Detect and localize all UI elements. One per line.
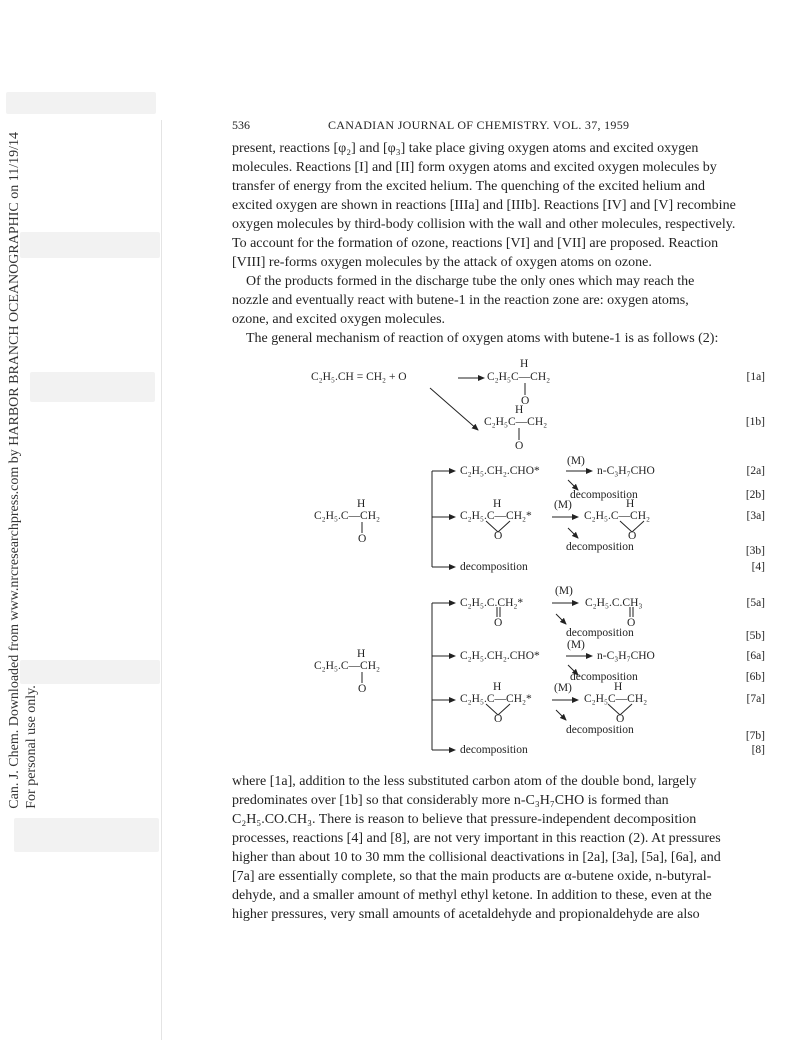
scheme-label: decomposition [460, 561, 528, 573]
scheme-label: O [616, 713, 625, 725]
text-line: molecules. Reactions [I] and [II] form oxygen atoms and excited oxygen molecules by [232, 160, 717, 175]
scheme-label: decomposition [566, 627, 634, 639]
page-number: 536 [232, 118, 250, 132]
text-line: higher than about 10 to 30 mm the collisional deactivations in [2a], [3a], [5a], [6a], and [232, 850, 721, 865]
product-3a: C₂H₅.C—CH₂ [584, 510, 651, 522]
product-3a-excited: C₂H₅.C—CH₂* [460, 510, 532, 522]
text-line: present, reactions [φ₂] and [φ₃] take place giving oxygen atoms and excited oxygen [232, 141, 699, 156]
text-line: [7a] are essentially complete, so that the main products are α-butene oxide, n-butyral- [232, 869, 712, 884]
scheme-label: decomposition [566, 724, 634, 736]
scheme-label: (M) [567, 639, 585, 651]
eq-ref-7a: [7a] [746, 693, 765, 705]
eq-ref-6b: [6b] [745, 671, 765, 683]
watermark-line-1: Can. J. Chem. Downloaded from www.nrcresearchpress.com by HARBOR BRANCH OCEANOGRAPHIC on 11/19/14 [7, 132, 22, 809]
scheme-label: O [358, 683, 367, 695]
text-line: processes, reactions [4] and [8], are not very important in this reaction (2). At pressures [232, 831, 721, 846]
eq-ref-8: [8] [751, 744, 765, 756]
scheme-label: decomposition [570, 489, 638, 501]
text-line: The general mechanism of reaction of oxygen atoms with butene-1 is as follows (2): [246, 331, 719, 346]
scheme-label: (M) [555, 585, 573, 597]
text-line: To account for the formation of ozone, reactions [VI] and [VII] are proposed. Reaction [232, 236, 719, 251]
eq-ref-4: [4] [751, 561, 765, 573]
product-1b: C₂H₅C—CH₂ [484, 416, 548, 428]
scheme-label: (M) [554, 499, 572, 511]
scheme-label: (M) [567, 455, 585, 467]
product-2a-excited: C₂H₅.CH₂.CHO* [460, 465, 540, 477]
reactant-butene-oxygen: C₂H₅.CH = CH₂ + O [311, 371, 407, 383]
radical-intermediate: C₂H₅.C—CH₂ [314, 660, 381, 672]
text-line: predominates over [1b] so that considerably more n-C₃H₇CHO is formed than [232, 793, 669, 808]
product-2a: n-C₃H₇CHO [597, 465, 655, 477]
scheme-label: O [494, 530, 503, 542]
scheme-label: H [626, 498, 635, 510]
eq-ref-5a: [5a] [746, 597, 765, 609]
scheme-label: H [515, 404, 524, 416]
eq-ref-3a: [3a] [746, 510, 765, 522]
watermark-line-2: For personal use only. [24, 685, 39, 809]
scheme-label: O [521, 395, 530, 407]
text-line: Of the products formed in the discharge tube the only ones which may reach the [246, 274, 695, 289]
scheme-label: decomposition [566, 541, 634, 553]
product-7a-excited: C₂H₅.C—CH₂* [460, 693, 532, 705]
scheme-label: H [614, 681, 623, 693]
text-line: where [1a], addition to the less substituted carbon atom of the double bond, largely [232, 774, 697, 789]
scheme-label: O [494, 713, 503, 725]
product-5a: C₂H₅.C.CH₃ [585, 597, 643, 609]
text-line: transfer of energy from the excited helium. The quenching of the excited helium and [232, 179, 705, 194]
eq-ref-2a: [2a] [746, 465, 765, 477]
eq-ref-1a: [1a] [746, 371, 765, 383]
text-line: excited oxygen are shown in reactions [IIIa] and [IIIb]. Reactions [IV] and [V] recombine [232, 198, 736, 213]
scheme-label: O [515, 440, 524, 452]
text-line: dehyde, and a smaller amount of methyl ethyl ketone. In addition to these, even at the [232, 888, 712, 903]
product-7a: C₂H₅C—CH₂ [584, 693, 648, 705]
eq-ref-3b: [3b] [745, 545, 765, 557]
eq-ref-1b: [1b] [745, 416, 765, 428]
product-1a: C₂H₅C—CH₂ [487, 371, 551, 383]
eq-ref-7b: [7b] [745, 730, 765, 742]
text-line: higher pressures, very small amounts of acetaldehyde and propionaldehyde are also [232, 907, 700, 922]
text-line: C₂H₅.CO.CH₃. There is reason to believe that pressure-independent decomposition [232, 812, 697, 827]
scheme-label: O [627, 617, 636, 629]
scheme-label: O [628, 530, 637, 542]
scheme-label: H [520, 358, 529, 370]
text-line: nozzle and eventually react with butene-1 in the reaction zone are: oxygen atoms, [232, 293, 689, 308]
scheme-label: (M) [554, 682, 572, 694]
text-line: oxygen molecules by third-body collision with the wall and other molecules, respectively. [232, 217, 736, 232]
text-line: [VIII] re-forms oxygen molecules by the attack of oxygen atoms on ozone. [232, 255, 652, 270]
eq-ref-2b: [2b] [745, 489, 765, 501]
scheme-label: H [493, 681, 502, 693]
text-line: ozone, and excited oxygen molecules. [232, 312, 446, 327]
scheme-label: decomposition [460, 744, 528, 756]
scheme-label: decomposition [570, 671, 638, 683]
eq-ref-5b: [5b] [745, 630, 765, 642]
scheme-label: O [494, 617, 503, 629]
scheme-label: H [357, 648, 366, 660]
product-6a: n-C₃H₇CHO [597, 650, 655, 662]
scheme-label: H [357, 498, 366, 510]
scheme-label: H [493, 498, 502, 510]
journal-title: CANADIAN JOURNAL OF CHEMISTRY. VOL. 37, 1959 [328, 118, 630, 132]
scheme-label: O [358, 533, 367, 545]
paragraph-discussion [232, 772, 764, 924]
radical-intermediate: C₂H₅.C—CH₂ [314, 510, 381, 522]
product-5a-excited: C₂H₅.C.CH₂* [460, 597, 524, 609]
product-6a-excited: C₂H₅.CH₂.CHO* [460, 650, 540, 662]
eq-ref-6a: [6a] [746, 650, 765, 662]
